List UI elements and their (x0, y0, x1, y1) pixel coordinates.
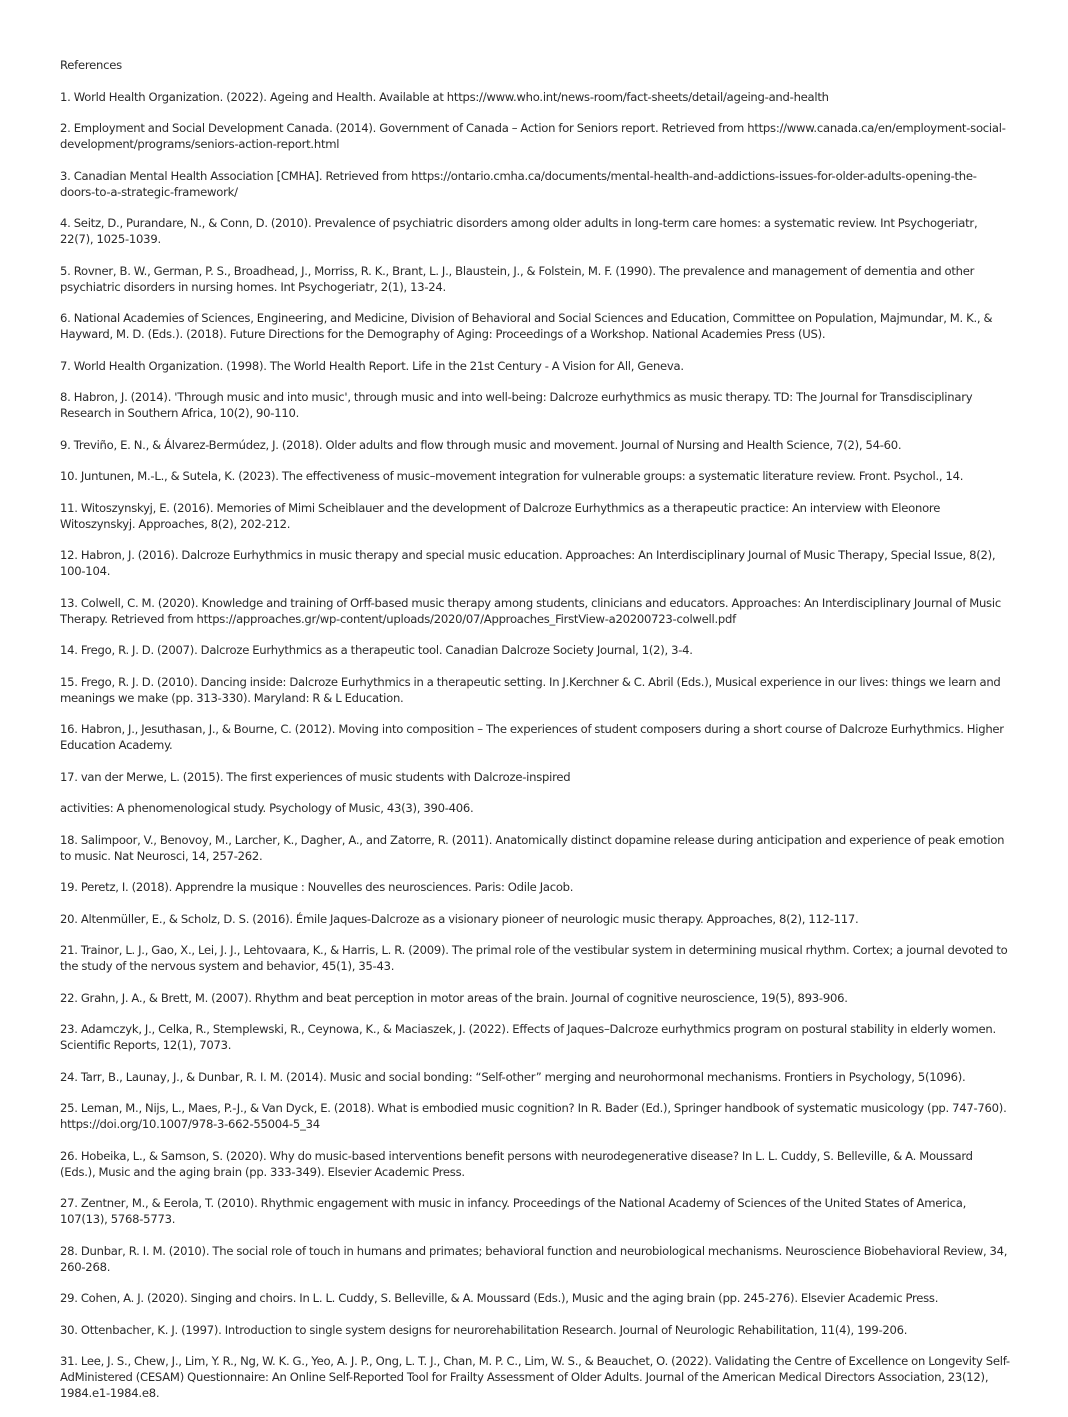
reference-item: 4. Seitz, D., Purandare, N., & Conn, D. (2010). Prevalence of psychiatric disorders among older adults in long-term care homes: a systematic review. Int Psychogeriatr, 22(7), 1025-1039. (60, 216, 978, 246)
reference-item: 1. World Health Organization. (2022). Ageing and Health. Available at https://www.who.int/news-room/fact-sheets/detail/ageing-and-health (60, 89, 829, 104)
reference-item: 18. Salimpoor, V., Benovoy, M., Larcher, K., Dagher, A., and Zatorre, R. (2011). Anatomically distinct dopamine release during anticipation and experience of peak emotion to music. Nat Neurosci, 14, 257-262. (60, 832, 1005, 863)
reference-item: 6. National Academies of Sciences, Engineering, and Medicine, Division of Behavioral and Social Sciences and Education, Committee on Population, Majmundar, M. K., & Hayward, M. D. (Eds.). (2018). Future Directions for the Demography of Aging: Proceedings of a Workshop. National Academies Press (US). (60, 311, 993, 341)
reference-item: 29. Cohen, A. J. (2020). Singing and choirs. In L. L. Cuddy, S. Belleville, & A. Moussard (Eds.), Music and the aging brain (pp. 245-276). Elsevier Academic Press. (60, 1291, 939, 1305)
reference-item: 22. Grahn, J. A., & Brett, M. (2007). Rhythm and beat perception in motor areas of the brain. Journal of cognitive neuroscience, 19(5), 893-906. (60, 990, 848, 1005)
reference-item: 30. Ottenbacher, K. J. (1997). Introduction to single system designs for neurorehabilitation Research. Journal of Neurologic Rehabilitation, 11(4), 199-206. (60, 1322, 908, 1337)
reference-item: 20. Altenmüller, E., & Scholz, D. S. (2016). Émile Jaques-Dalcroze as a visionary pioneer of neurologic music therapy. Approaches, 8(2), 112-117. (60, 911, 859, 926)
reference-item: activities: A phenomenological study. Psychology of Music, 43(3), 390-406. (60, 801, 474, 815)
reference-item: 27. Zentner, M., & Eerola, T. (2010). Rhythmic engagement with music in infancy. Proceedings of the National Academy of Sciences of the United States of America, 107(13), 5768-5773. (60, 1196, 967, 1226)
reference-item: 14. Frego, R. J. D. (2007). Dalcroze Eurhythmics as a therapeutic tool. Canadian Dalcroze Society Journal, 1(2), 3-4. (60, 643, 693, 657)
reference-item: 31. Lee, J. S., Chew, J., Lim, Y. R., Ng, W. K. G., Yeo, A. J. P., Ong, L. T. J., Chan, M. P. C., Lim, W. S., & Beauchet, O. (2022). Validating the Centre of Excellence on Longevity Self-AdMinistered (CESAM) Questionnaire: An Online Self-Reported Tool for Frailty Assessment of Older Adults. Journal of the American Medical Directors Association, 23(12), 1984.e1-1984.e8. (60, 1354, 1010, 1400)
reference-list (60, 89, 1010, 1402)
reference-item: 25. Leman, M., Nijs, L., Maes, P.-J., & Van Dyck, E. (2018). What is embodied music cognition? In R. Bader (Ed.), Springer handbook of systematic musicology (pp. 747-760). https://doi.org/10.1007/978-3-662-55004-5_34 (60, 1101, 1007, 1131)
reference-item: 7. World Health Organization. (1998). The World Health Report. Life in the 21st Century - A Vision for All, Geneva. (60, 358, 684, 373)
page-title: References (60, 58, 122, 72)
reference-item: 19. Peretz, I. (2018). Apprendre la musique : Nouvelles des neurosciences. Paris: Odile Jacob. (60, 880, 574, 894)
reference-item: 24. Tarr, B., Launay, J., & Dunbar, R. I. M. (2014). Music and social bonding: “Self-other” merging and neurohormonal mechanisms. Frontiers in Psychology, 5(1096). (60, 1069, 966, 1084)
reference-item: 23. Adamczyk, J., Celka, R., Stemplewski, R., Ceynowa, K., & Maciaszek, J. (2022). Effects of Jaques–Dalcroze eurhythmics program on postural stability in elderly women. Scientific Reports, 12(1), 7073. (60, 1022, 996, 1052)
reference-item: 15. Frego, R. J. D. (2010). Dancing inside: Dalcroze Eurhythmics in a therapeutic setting. In J.Kerchner & C. Abril (Eds.), Musical experience in our lives: things we learn and meanings we make (pp. 313-330). Maryland: R & L Education. (60, 674, 1001, 705)
reference-item: 26. Hobeika, L., & Samson, S. (2020). Why do music-based interventions benefit persons with neurodegenerative disease? In L. L. Cuddy, S. Belleville, & A. Moussard (Eds.), Music and the aging brain (pp. 333-349). Elsevier Academic Press. (60, 1148, 973, 1179)
reference-item: 13. Colwell, C. M. (2020). Knowledge and training of Orff-based music therapy among students, clinicians and educators. Approaches: An Interdisciplinary Journal of Music Therapy. Retrieved from https://approaches.gr/wp-content/uploads/2020/07/Approaches_FirstView-a20200723-colwell.pdf (60, 595, 1001, 626)
reference-item: 3. Canadian Mental Health Association [CMHA]. Retrieved from https://ontario.cmha.ca/documents/mental-health-and-addictions-issues-for-older-adults-opening-the-doors-to-a-strategic-framework/ (60, 168, 977, 199)
reference-item: 21. Trainor, L. J., Gao, X., Lei, J. J., Lehtovaara, K., & Harris, L. R. (2009). The primal role of the vestibular system in determining musical rhythm. Cortex; a journal devoted to the study of the nervous system and behavior, 45(1), 35-43. (60, 943, 1008, 973)
reference-item: 16. Habron, J., Jesuthasan, J., & Bourne, C. (2012). Moving into composition – The experiences of student composers during a short course of Dalcroze Eurhythmics. Higher Education Academy. (60, 722, 1004, 752)
references-page (60, 57, 1010, 1417)
reference-item: 8. Habron, J. (2014). 'Through music and into music', through music and into well-being: Dalcroze eurhythmics as music therapy. TD: The Journal for Transdisciplinary Research in Southern Africa, 10(2), 90-110. (60, 390, 973, 420)
reference-item: 12. Habron, J. (2016). Dalcroze Eurhythmics in music therapy and special music education. Approaches: An Interdisciplinary Journal of Music Therapy, Special Issue, 8(2), 100-104. (60, 548, 996, 578)
reference-item: 17. van der Merwe, L. (2015). The first experiences of music students with Dalcroze-inspired (60, 769, 571, 784)
reference-item: 9. Treviño, E. N., & Álvarez-Bermúdez, J. (2018). Older adults and flow through music and movement. Journal of Nursing and Health Science, 7(2), 54-60. (60, 437, 902, 452)
reference-item: 11. Witoszynskyj, E. (2016). Memories of Mimi Scheiblauer and the development of Dalcroze Eurhythmics as a therapeutic practice: An interview with Eleonore Witoszynskyj. Approaches, 8(2), 202-212. (60, 500, 941, 531)
reference-item: 2. Employment and Social Development Canada. (2014). Government of Canada – Action for Seniors report. Retrieved from https://www.canada.ca/en/employment-social-development/programs/seniors-action-report.html (60, 121, 1006, 151)
reference-item: 5. Rovner, B. W., German, P. S., Broadhead, J., Morriss, R. K., Brant, L. J., Blaustein, J., & Folstein, M. F. (1990). The prevalence and management of dementia and other psychiatric disorders in nursing homes. Int Psychogeriatr, 2(1), 13-24. (60, 263, 975, 294)
reference-item: 10. Juntunen, M.-L., & Sutela, K. (2023). The effectiveness of music–movement integration for vulnerable groups: a systematic literature review. Front. Psychol., 14. (60, 469, 964, 483)
reference-item: 28. Dunbar, R. I. M. (2010). The social role of touch in humans and primates; behavioral function and neurobiological mechanisms. Neuroscience Biobehavioral Review, 34, 260-268. (60, 1243, 1008, 1274)
